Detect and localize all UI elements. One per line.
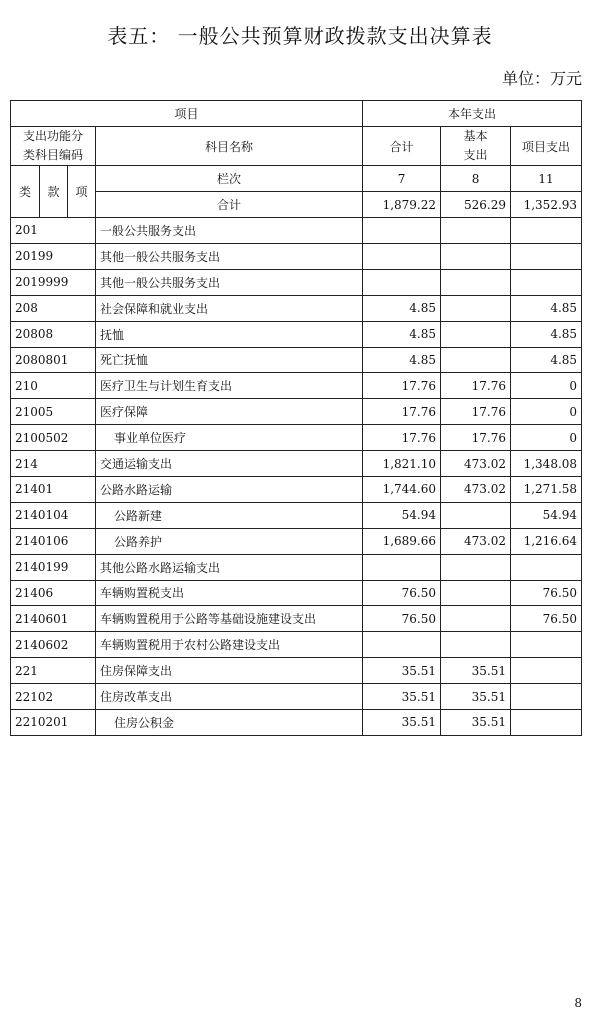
- row-basic: 35.51: [441, 709, 511, 735]
- row-project: 0: [511, 373, 582, 399]
- row-basic: [441, 502, 511, 528]
- table-row: [11, 476, 582, 502]
- row-name: 交通运输支出: [96, 451, 363, 477]
- row-project: [511, 554, 582, 580]
- header-xiang: 项: [68, 166, 96, 218]
- row-name: 住房公积金: [96, 709, 363, 735]
- row-total: 54.94: [363, 502, 441, 528]
- row-code: 2140601: [11, 606, 96, 632]
- table-row: [11, 321, 582, 347]
- row-project: [511, 218, 582, 244]
- row-code: 2210201: [11, 709, 96, 735]
- row-total: [363, 218, 441, 244]
- header-row-2: [11, 126, 582, 165]
- header-lanci: 栏次: [96, 166, 363, 192]
- row-name: 公路水路运输: [96, 476, 363, 502]
- header-basic: 基本支出: [441, 126, 511, 165]
- header-item: 项目: [11, 101, 363, 127]
- row-basic: 473.02: [441, 476, 511, 502]
- row-code: 208: [11, 295, 96, 321]
- row-basic: 17.76: [441, 399, 511, 425]
- row-basic: 17.76: [441, 425, 511, 451]
- row-total: 76.50: [363, 580, 441, 606]
- header-row-1: [11, 101, 582, 127]
- row-project: 54.94: [511, 502, 582, 528]
- row-total: 17.76: [363, 373, 441, 399]
- table-row: [11, 658, 582, 684]
- row-code: 2140602: [11, 632, 96, 658]
- row-code: 2140106: [11, 528, 96, 554]
- row-project: [511, 684, 582, 710]
- row-total: 17.76: [363, 399, 441, 425]
- row-code: 221: [11, 658, 96, 684]
- table-row: [11, 684, 582, 710]
- row-name: 公路养护: [96, 528, 363, 554]
- row-project: 76.50: [511, 580, 582, 606]
- sum-row: [11, 192, 582, 218]
- row-total: 35.51: [363, 658, 441, 684]
- row-code: 21401: [11, 476, 96, 502]
- row-total: [363, 554, 441, 580]
- row-name: 公路新建: [96, 502, 363, 528]
- col-number-project: 11: [511, 166, 582, 192]
- row-total: 1,744.60: [363, 476, 441, 502]
- row-code: 2019999: [11, 269, 96, 295]
- table-row: [11, 399, 582, 425]
- table-row: [11, 347, 582, 373]
- table-row: [11, 451, 582, 477]
- table-row: [11, 554, 582, 580]
- table-row: [11, 269, 582, 295]
- row-project: 4.85: [511, 347, 582, 373]
- row-name: 抚恤: [96, 321, 363, 347]
- header-code: 支出功能分类科目编码: [11, 126, 96, 165]
- row-total: 35.51: [363, 709, 441, 735]
- row-basic: [441, 632, 511, 658]
- table-row: [11, 243, 582, 269]
- row-name: 一般公共服务支出: [96, 218, 363, 244]
- row-basic: [441, 554, 511, 580]
- header-kuan: 款: [40, 166, 68, 218]
- row-code: 214: [11, 451, 96, 477]
- row-total: 1,821.10: [363, 451, 441, 477]
- row-name: 事业单位医疗: [96, 425, 363, 451]
- row-basic: [441, 295, 511, 321]
- row-code: 20808: [11, 321, 96, 347]
- header-lei: 类: [11, 166, 40, 218]
- row-name: 住房改革支出: [96, 684, 363, 710]
- page-number: 8: [574, 996, 582, 1010]
- row-code: 2080801: [11, 347, 96, 373]
- row-code: 21406: [11, 580, 96, 606]
- table-row: [11, 632, 582, 658]
- row-total: 4.85: [363, 295, 441, 321]
- sum-total: 1,879.22: [363, 192, 441, 218]
- row-total: [363, 269, 441, 295]
- row-code: 2100502: [11, 425, 96, 451]
- row-basic: [441, 269, 511, 295]
- sum-basic: 526.29: [441, 192, 511, 218]
- row-basic: [441, 218, 511, 244]
- col-number-total: 7: [363, 166, 441, 192]
- row-name: 社会保障和就业支出: [96, 295, 363, 321]
- table-row: [11, 373, 582, 399]
- row-basic: 473.02: [441, 528, 511, 554]
- row-total: [363, 243, 441, 269]
- row-code: 20199: [11, 243, 96, 269]
- row-total: 1,689.66: [363, 528, 441, 554]
- row-code: 201: [11, 218, 96, 244]
- row-name: 住房保障支出: [96, 658, 363, 684]
- row-total: 17.76: [363, 425, 441, 451]
- row-project: [511, 269, 582, 295]
- row-project: 1,216.64: [511, 528, 582, 554]
- table-row: [11, 218, 582, 244]
- expenditure-table: [10, 100, 582, 736]
- table-row: [11, 606, 582, 632]
- row-project: 4.85: [511, 295, 582, 321]
- row-project: [511, 709, 582, 735]
- table-row: [11, 425, 582, 451]
- row-project: [511, 243, 582, 269]
- row-project: 0: [511, 425, 582, 451]
- row-code: 2140199: [11, 554, 96, 580]
- row-name: 车辆购置税用于公路等基础设施建设支出: [96, 606, 363, 632]
- header-current-year: 本年支出: [363, 101, 582, 127]
- sum-project: 1,352.93: [511, 192, 582, 218]
- row-total: 76.50: [363, 606, 441, 632]
- row-basic: 35.51: [441, 658, 511, 684]
- row-code: 22102: [11, 684, 96, 710]
- row-name: 车辆购置税支出: [96, 580, 363, 606]
- row-code: 210: [11, 373, 96, 399]
- page-title: 表五： 一般公共预算财政拨款支出决算表: [107, 24, 493, 48]
- row-total: 35.51: [363, 684, 441, 710]
- row-project: 0: [511, 399, 582, 425]
- row-name: 医疗卫生与计划生育支出: [96, 373, 363, 399]
- row-basic: [441, 243, 511, 269]
- header-total: 合计: [363, 126, 441, 165]
- sum-label: 合计: [96, 192, 363, 218]
- row-total: 4.85: [363, 321, 441, 347]
- row-project: 1,348.08: [511, 451, 582, 477]
- table-row: [11, 502, 582, 528]
- header-name: 科目名称: [96, 126, 363, 165]
- row-name: 死亡抚恤: [96, 347, 363, 373]
- header-project: 项目支出: [511, 126, 582, 165]
- row-project: 1,271.58: [511, 476, 582, 502]
- row-name: 其他公路水路运输支出: [96, 554, 363, 580]
- row-basic: 473.02: [441, 451, 511, 477]
- row-total: [363, 632, 441, 658]
- row-name: 车辆购置税用于农村公路建设支出: [96, 632, 363, 658]
- row-project: 76.50: [511, 606, 582, 632]
- row-basic: [441, 580, 511, 606]
- row-project: [511, 632, 582, 658]
- row-basic: [441, 606, 511, 632]
- row-name: 其他一般公共服务支出: [96, 243, 363, 269]
- header-row-3: [11, 166, 582, 192]
- table-row: [11, 295, 582, 321]
- row-project: 4.85: [511, 321, 582, 347]
- unit-label: 单位：万元: [501, 69, 582, 88]
- col-number-basic: 8: [441, 166, 511, 192]
- row-code: 2140104: [11, 502, 96, 528]
- table-row: [11, 709, 582, 735]
- row-name: 医疗保障: [96, 399, 363, 425]
- row-total: 4.85: [363, 347, 441, 373]
- table-row: [11, 580, 582, 606]
- row-basic: [441, 321, 511, 347]
- row-basic: 35.51: [441, 684, 511, 710]
- row-project: [511, 658, 582, 684]
- row-basic: 17.76: [441, 373, 511, 399]
- row-name: 其他一般公共服务支出: [96, 269, 363, 295]
- row-code: 21005: [11, 399, 96, 425]
- table-row: [11, 528, 582, 554]
- row-basic: [441, 347, 511, 373]
